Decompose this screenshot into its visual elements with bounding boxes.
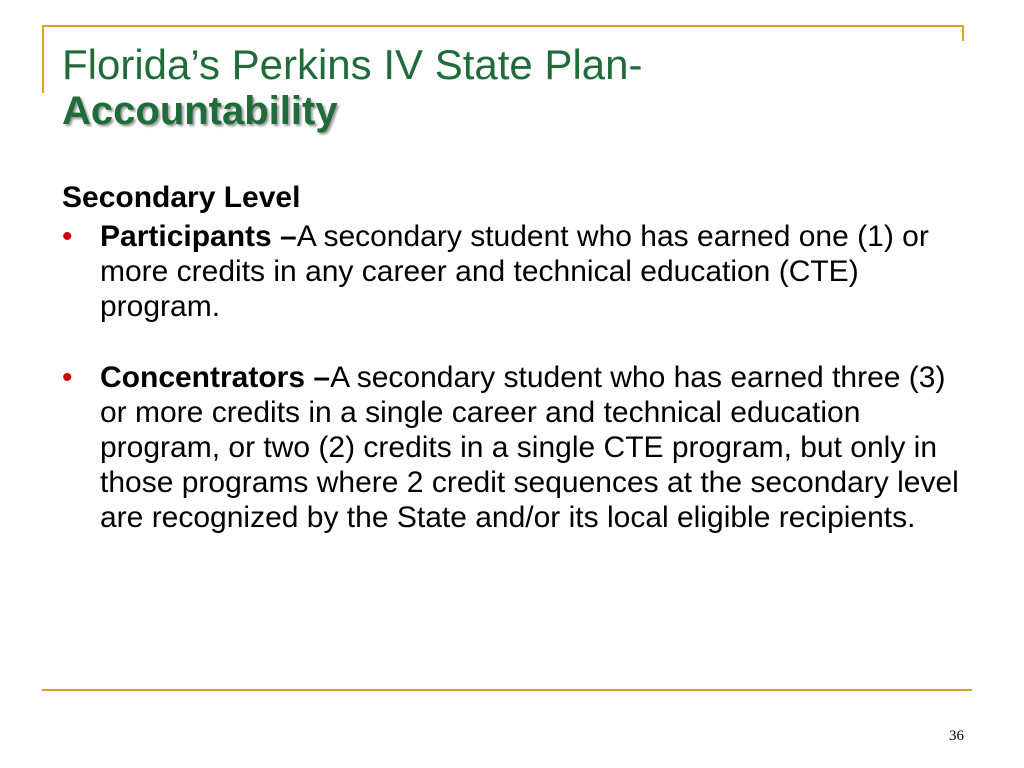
bullet-term: Participants – — [100, 220, 297, 253]
bullet-icon: • — [62, 220, 73, 253]
title-line-2: Accountability — [62, 89, 338, 133]
title-line-1: Florida’s Perkins IV State Plan- — [62, 41, 643, 88]
slide-title — [62, 42, 962, 134]
bullet-item-participants — [62, 219, 967, 324]
bullet-icon: • — [62, 361, 73, 394]
page-number: 36 — [949, 728, 964, 744]
left-rule — [42, 25, 44, 93]
bullet-text: A secondary student who has earned three (3) or more credits in a single career and technical education program, or two (2) credits in a single CTE program, but only in those programs where 2 credit sequences at the secondary level are recognized by the State and/or its local eligible recipients. — [100, 361, 959, 534]
right-rule — [962, 25, 964, 41]
bullet-item-concentrators — [62, 360, 967, 535]
bullet-list — [62, 219, 967, 535]
slide-body — [62, 180, 967, 535]
section-heading: Secondary Level — [62, 181, 301, 214]
bullet-text: A secondary student who has earned one (1) or more credits in any career and technical education (CTE) program. — [100, 220, 929, 323]
top-rule — [42, 25, 964, 27]
footer-rule — [42, 689, 972, 691]
bullet-term: Concentrators – — [100, 361, 331, 394]
